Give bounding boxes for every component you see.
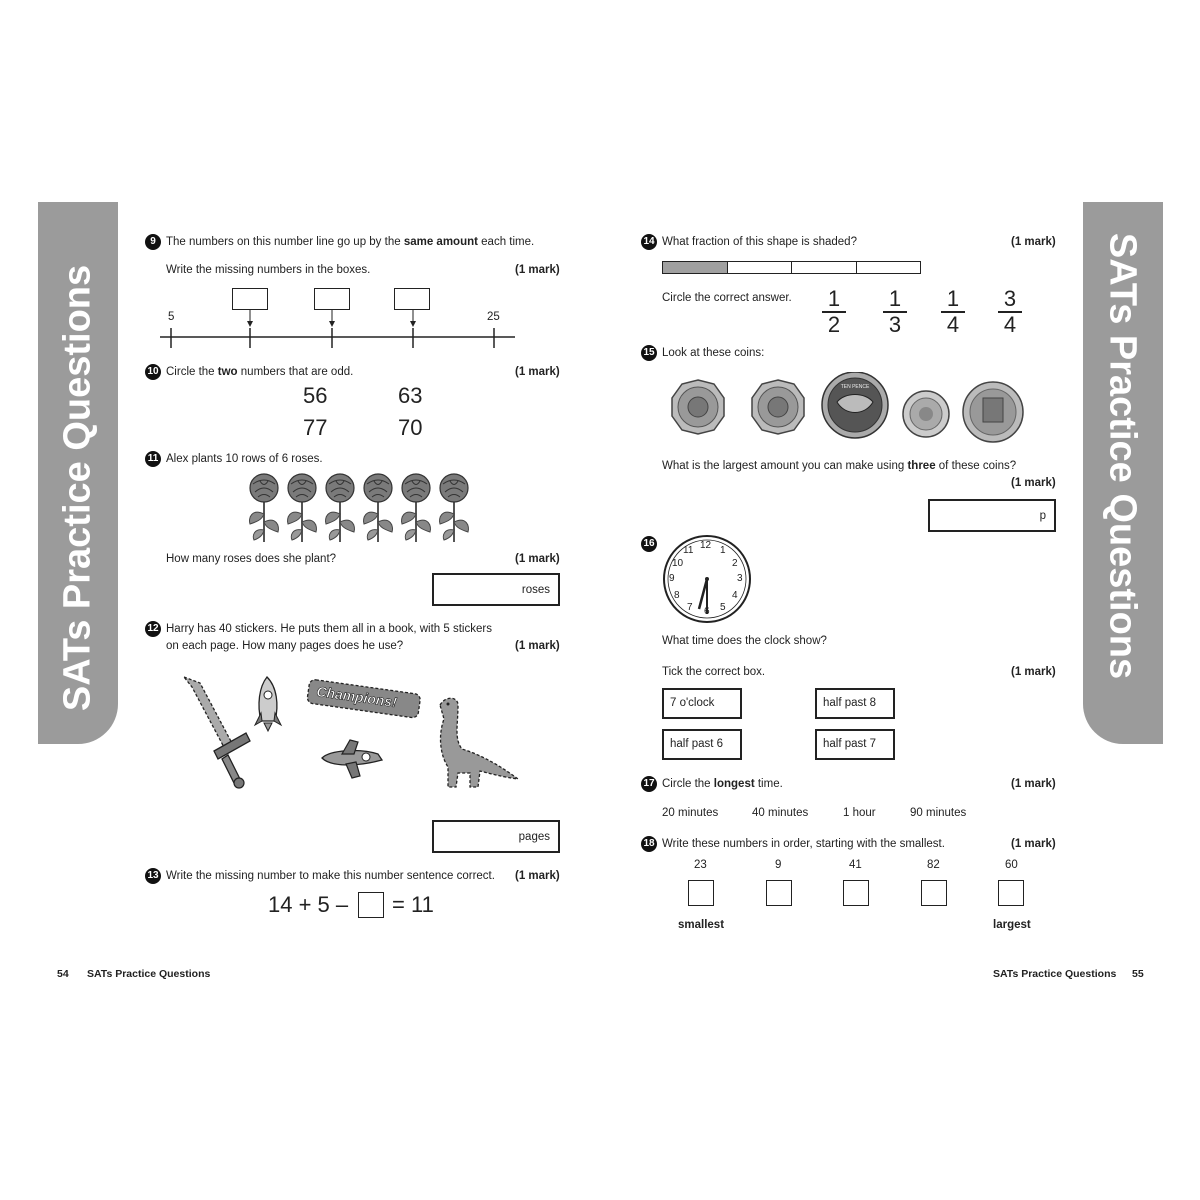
q18-number-1: 23	[694, 859, 707, 871]
q15-question-end: of these coins?	[935, 460, 1017, 472]
q16-option-half-past-7[interactable]: half past 7	[815, 729, 895, 760]
q18-answer-box-3[interactable]	[843, 880, 869, 906]
q14-part-2	[728, 262, 793, 273]
q10-number-4[interactable]: 70	[398, 415, 423, 440]
clock-number-9: 9	[669, 573, 675, 584]
20p-coin-1	[672, 380, 724, 434]
q11-text: Alex plants 10 rows of 6 roses.	[166, 453, 323, 465]
q17-text-end: time.	[754, 778, 783, 790]
q11-mark: (1 mark)	[515, 553, 560, 565]
clock-number-1: 1	[720, 545, 726, 556]
q16-mark: (1 mark)	[1011, 666, 1056, 678]
q11-answer-box[interactable]	[432, 573, 560, 606]
clock-number-10: 10	[672, 558, 684, 569]
q14-part-4	[857, 262, 921, 273]
q15-question-bold: three	[907, 460, 936, 472]
question-10-number: 10	[145, 364, 161, 380]
question-16-number: 16	[641, 536, 657, 552]
q14-fraction-1-denominator: 2	[827, 311, 841, 337]
q10-text-end: numbers that are odd.	[237, 366, 354, 378]
q17-text-start: Circle the	[662, 778, 714, 790]
q9-mark: (1 mark)	[515, 264, 560, 276]
question-11-number: 11	[145, 451, 161, 467]
q14-fraction-3-numerator: 1	[946, 286, 960, 311]
5p-coin	[903, 391, 949, 437]
q14-fraction-1[interactable]	[822, 288, 846, 336]
q14-fraction-4-denominator: 4	[1003, 311, 1017, 337]
q18-number-3: 41	[849, 859, 862, 871]
q15-mark: (1 mark)	[1011, 477, 1056, 489]
q9-text	[166, 236, 534, 248]
clock-number-2: 2	[732, 558, 738, 569]
q18-number-4: 82	[927, 859, 940, 871]
q10-text-start: Circle the	[166, 366, 218, 378]
q15-question-start: What is the largest amount you can make using	[662, 460, 908, 472]
left-page-number: 54	[57, 968, 69, 980]
q18-text: Write these numbers in order, starting with the smallest.	[662, 838, 945, 850]
rocket-sticker	[255, 677, 281, 731]
right-sidebar-title: SATs Practice Questions	[1101, 232, 1144, 680]
coins-illustration	[665, 372, 1030, 447]
clock	[662, 534, 752, 624]
q9-text-bold: same amount	[403, 236, 478, 248]
question-15-number: 15	[641, 345, 657, 361]
q17-time-3[interactable]: 1 hour	[843, 807, 876, 819]
q12-answer-box[interactable]	[432, 820, 560, 853]
q14-fraction-2-denominator: 3	[888, 311, 902, 337]
clock-number-7: 7	[687, 602, 693, 613]
q14-fraction-4-numerator: 3	[1003, 286, 1017, 311]
question-17-number: 17	[641, 776, 657, 792]
q13-mark: (1 mark)	[515, 870, 560, 882]
q18-number-5: 60	[1005, 859, 1018, 871]
q17-time-2[interactable]: 40 minutes	[752, 807, 809, 819]
left-footer-title: SATs Practice Questions	[87, 968, 211, 980]
q13-equation-left: 14 + 5 –	[268, 892, 349, 917]
q10-number-3[interactable]: 77	[303, 415, 328, 440]
q10-mark: (1 mark)	[515, 366, 560, 378]
clock-number-11: 11	[683, 545, 694, 556]
q17-text-bold: longest	[713, 778, 755, 790]
q12-line-2: on each page. How many pages does he use?	[166, 640, 404, 652]
q10-text	[166, 366, 353, 378]
10p-coin	[822, 372, 888, 438]
1p-coin	[963, 382, 1023, 442]
q12-line-1: Harry has 40 stickers. He puts them all in a book, with 5 stickers	[166, 623, 492, 635]
q15-answer-box[interactable]	[928, 499, 1056, 532]
question-13-number: 13	[145, 868, 161, 884]
clock-number-4: 4	[732, 590, 738, 601]
q14-fraction-2[interactable]	[883, 288, 907, 336]
q13-text: Write the missing number to make this number sentence correct.	[166, 870, 495, 882]
q18-largest-label: largest	[993, 919, 1031, 931]
q9-number-line	[155, 306, 520, 351]
q15-unit: p	[1039, 509, 1046, 522]
q14-part-3	[792, 262, 857, 273]
q16-question: What time does the clock show?	[662, 635, 827, 647]
q18-number-2: 9	[775, 859, 782, 871]
q13-answer-box[interactable]	[358, 892, 384, 918]
q18-smallest-label: smallest	[678, 919, 725, 931]
q14-fraction-4[interactable]	[998, 288, 1022, 336]
q17-text	[662, 778, 783, 790]
q17-time-4[interactable]: 90 minutes	[910, 807, 967, 819]
q18-mark: (1 mark)	[1011, 838, 1056, 850]
q16-option-half-past-8[interactable]: half past 8	[815, 688, 895, 719]
q18-answer-box-5[interactable]	[998, 880, 1024, 906]
question-12-number: 12	[145, 621, 161, 637]
q14-mark: (1 mark)	[1011, 236, 1056, 248]
clock-number-12: 12	[700, 540, 712, 551]
q14-fraction-3-denominator: 4	[946, 311, 960, 337]
clock-number-5: 5	[720, 602, 726, 613]
question-14-number: 14	[641, 234, 657, 250]
q18-answer-box-4[interactable]	[921, 880, 947, 906]
q17-time-1[interactable]: 20 minutes	[662, 807, 719, 819]
q9-start-label: 5	[168, 311, 175, 323]
q14-fraction-1-numerator: 1	[827, 286, 841, 311]
champions-sticker-text: Champions!	[315, 683, 398, 711]
q18-answer-box-2[interactable]	[766, 880, 792, 906]
10p-coin-text: TEN PENCE	[840, 384, 870, 390]
q14-text: What fraction of this shape is shaded?	[662, 236, 857, 248]
q14-fraction-shape	[662, 261, 921, 274]
q16-option-7-oclock[interactable]: 7 o'clock	[662, 688, 742, 719]
clock-number-3: 3	[737, 573, 743, 584]
left-sidebar-title: SATs Practice Questions	[56, 264, 99, 712]
q16-instruction: Tick the correct box.	[662, 666, 766, 678]
q10-number-1[interactable]: 56	[303, 383, 328, 408]
q9-end-label: 25	[487, 311, 500, 323]
q12-unit: pages	[518, 830, 550, 843]
right-page-number: 55	[1132, 968, 1144, 980]
clock-number-8: 8	[674, 590, 680, 601]
q14-fraction-2-numerator: 1	[888, 286, 902, 311]
q15-text: Look at these coins:	[662, 347, 765, 359]
q11-question: How many roses does she plant?	[166, 553, 337, 565]
q14-fraction-3[interactable]	[941, 288, 965, 336]
q14-instruction: Circle the correct answer.	[662, 292, 792, 304]
q16-option-half-past-6[interactable]: half past 6	[662, 729, 742, 760]
sword-sticker	[184, 677, 250, 788]
roses-illustration	[240, 472, 490, 544]
q10-number-2[interactable]: 63	[398, 383, 423, 408]
clock-number-6: 6	[704, 606, 710, 617]
question-18-number: 18	[641, 836, 657, 852]
q18-answer-box-1[interactable]	[688, 880, 714, 906]
q9-instruction: Write the missing numbers in the boxes.	[166, 264, 371, 276]
stickers-illustration	[170, 665, 530, 795]
q9-text-end: each time.	[477, 236, 535, 248]
20p-coin-2	[752, 380, 804, 434]
q10-text-bold: two	[217, 366, 238, 378]
q11-unit: roses	[521, 583, 550, 596]
right-footer-title: SATs Practice Questions	[993, 968, 1117, 980]
q15-question	[662, 460, 1016, 472]
q17-mark: (1 mark)	[1011, 778, 1056, 790]
dinosaur-sticker	[440, 698, 518, 787]
question-9-number: 9	[145, 234, 161, 250]
q13-equation-right: = 11	[392, 892, 434, 917]
plane-sticker	[322, 740, 382, 778]
q12-mark: (1 mark)	[515, 640, 560, 652]
q14-shaded-part	[663, 262, 728, 273]
q9-text-start: The numbers on this number line go up by the	[166, 236, 404, 248]
